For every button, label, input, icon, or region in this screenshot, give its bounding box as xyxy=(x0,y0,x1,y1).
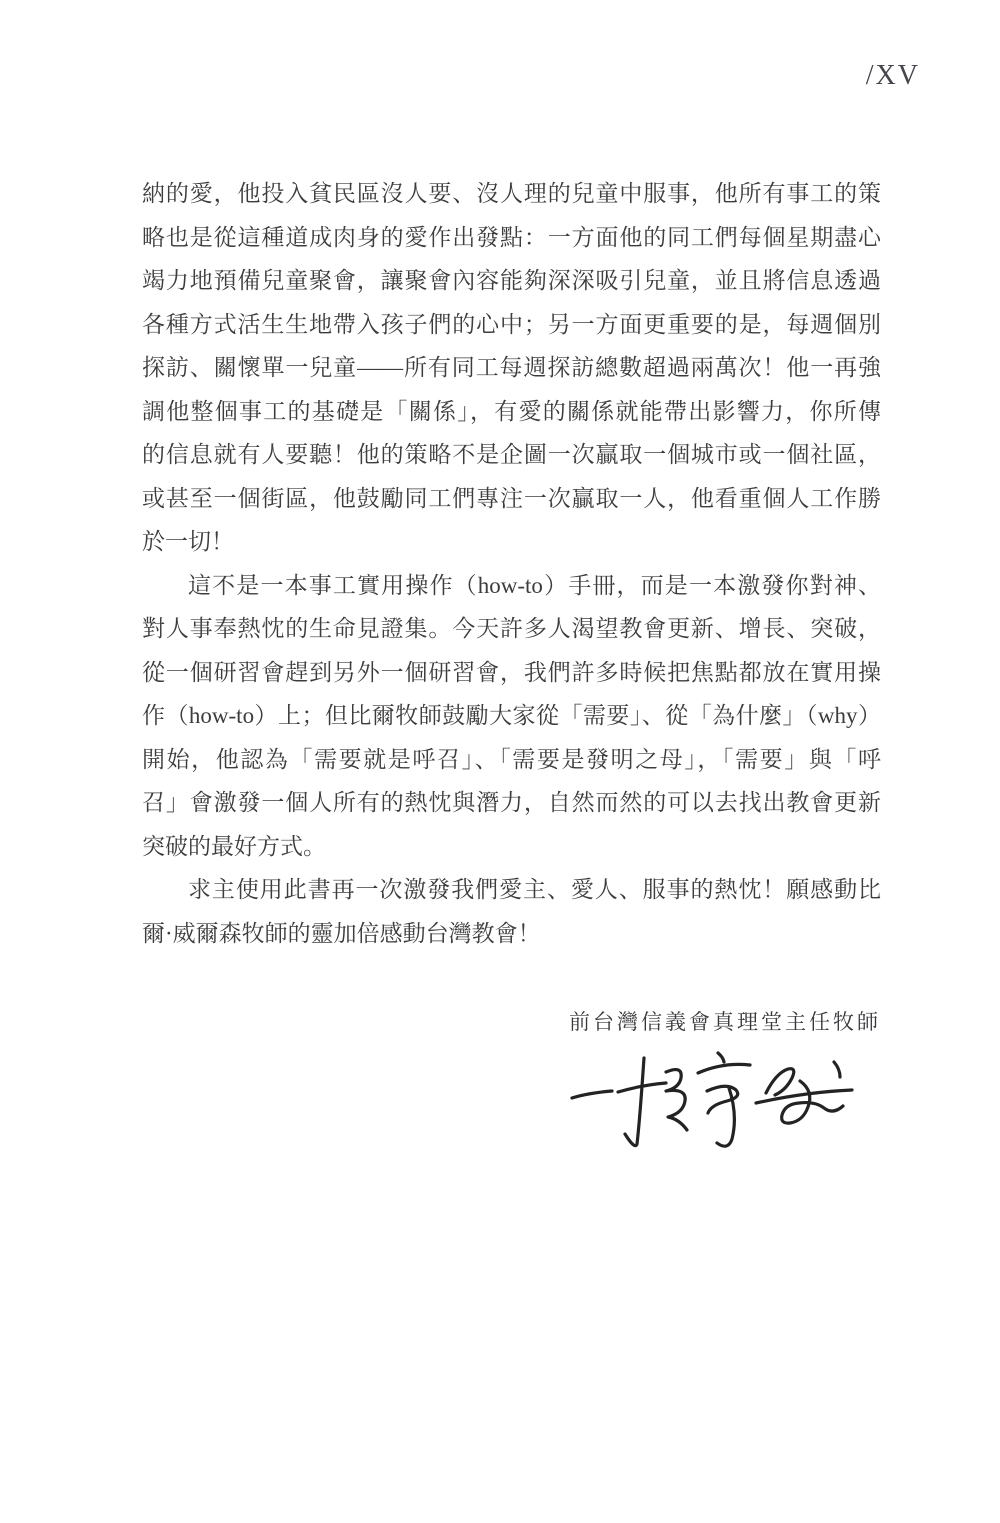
text-line: 略也是從這種道成肉身的愛作出發點：一方面他的同工們每個星期盡心 xyxy=(142,224,881,250)
text-line: 召」會激發一個人所有的熱忱與潛力，自然而然的可以去找出教會更新 xyxy=(142,790,881,815)
text-line: 開始，他認為「需要就是呼召」、「需要是發明之母」，「需要」與「呼 xyxy=(142,746,881,772)
text-line: 對人事奉熱忱的生命見證集。今天許多人渴望教會更新、增長、突破， xyxy=(142,616,881,641)
text-line: 納的愛，他投入貧民區沒人要、沒人理的兒童中服事，他所有事工的策 xyxy=(142,181,881,206)
text-line: 突破的最好方式。 xyxy=(142,833,326,859)
text-line: 從一個研習會趕到另外一個研習會，我們許多時候把焦點都放在實用操 xyxy=(142,659,881,685)
text-line: 各種方式活生生地帶入孩子們的心中；另一方面更重要的是，每週個別 xyxy=(142,311,881,337)
text-line: 的信息就有人要聽！他的策略不是企圖一次贏取一個城市或一個社區， xyxy=(142,442,881,467)
text-line: 求主使用此書再一次激發我們愛主、愛人、服事的熱忱！願感動比 xyxy=(188,877,881,902)
text-line: 作（how-to）上；但比爾牧師鼓勵大家從「需要」、從「為什麼」（why） xyxy=(142,703,881,728)
page-number: /XV xyxy=(865,60,920,91)
text-line: 於一切！ xyxy=(142,529,234,554)
text-line: 或甚至一個街區，他鼓勵同工們專注一次贏取一人，他看重個人工作勝 xyxy=(142,485,881,511)
signature-svg xyxy=(560,1046,870,1166)
text-line: 調他整個事工的基礎是「關係」，有愛的關係就能帶出影響力，你所傳 xyxy=(142,398,881,424)
text-block xyxy=(142,172,881,955)
text-line: 探訪、關懷單一兒童——所有同工每週探訪總數超過兩萬次！他一再強 xyxy=(142,355,881,380)
text-line: 竭力地預備兒童聚會，讓聚會內容能夠深深吸引兒童，並且將信息透過 xyxy=(142,268,881,293)
attribution-line: 前台灣信義會真理堂主任牧師 xyxy=(569,1010,881,1034)
signature-image xyxy=(560,1046,870,1166)
text-line: 爾·威爾森牧師的靈加倍感動台灣教會！ xyxy=(142,920,541,946)
text-line: 這不是一本事工實用操作（how-to）手冊，而是一本激發你對神、 xyxy=(188,572,881,598)
